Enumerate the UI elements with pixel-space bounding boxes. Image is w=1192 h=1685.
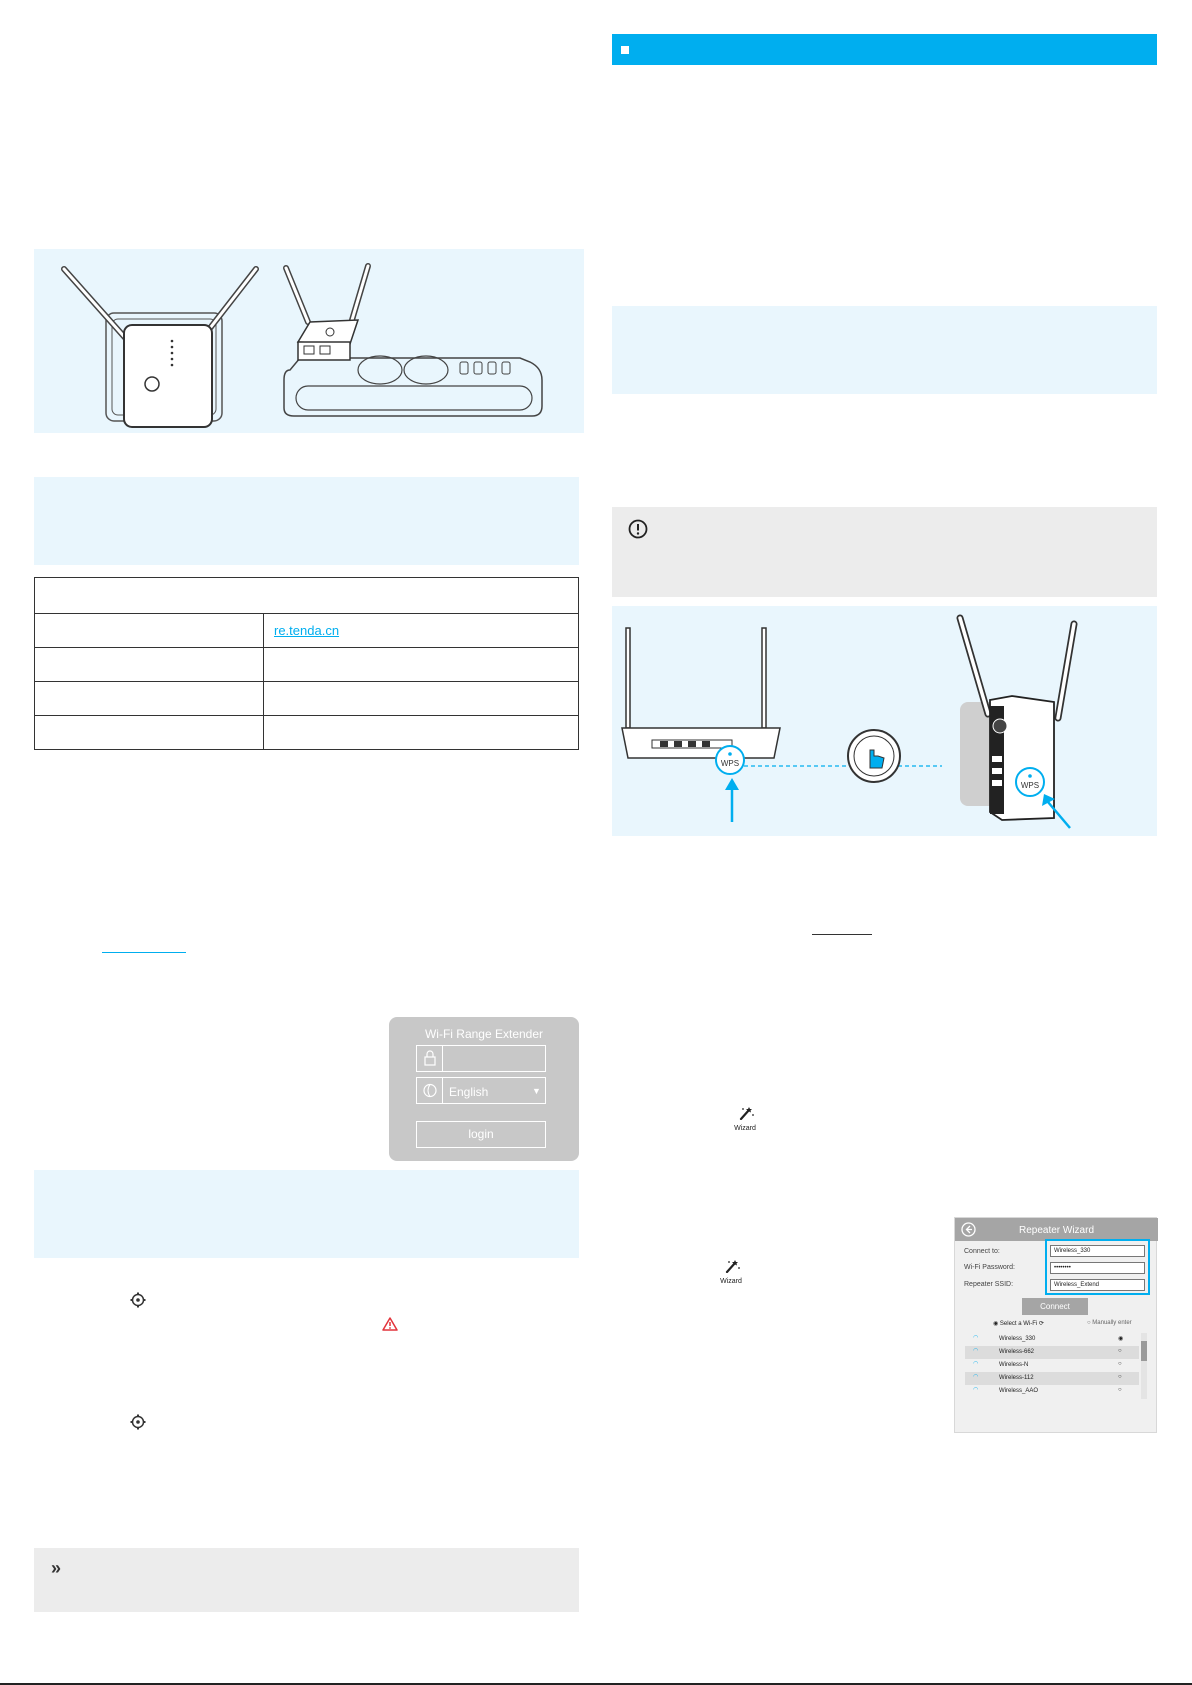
wifi-icon: ◠ xyxy=(973,1361,979,1367)
exclamation-icon xyxy=(628,519,648,544)
globe-icon xyxy=(417,1078,443,1103)
settings-gear-icon xyxy=(130,1414,146,1435)
note-box-left-2 xyxy=(34,1170,579,1258)
radio-unselected-icon: ○ xyxy=(1118,1387,1122,1393)
wizard-icon-label: Wizard xyxy=(720,1278,742,1285)
list-item[interactable]: ◠ Wireless_330 ◉ xyxy=(973,1335,1124,1342)
tip-box xyxy=(34,1548,579,1612)
body-link-underline[interactable] xyxy=(102,952,186,953)
table-row xyxy=(35,614,579,648)
note-box-right xyxy=(612,306,1157,394)
settings-gear-icon xyxy=(130,1292,146,1313)
repeater-wizard-header xyxy=(955,1218,1158,1241)
list-item[interactable]: ◠ Wireless-N ○ xyxy=(973,1361,1122,1368)
radio-unselected-icon: ○ xyxy=(1118,1374,1122,1380)
extender-powerstrip-illustration xyxy=(280,258,550,418)
lock-icon xyxy=(417,1046,443,1071)
table-row xyxy=(35,682,579,716)
wifi-icon: ◠ xyxy=(973,1335,979,1341)
warning-box-right xyxy=(612,507,1157,597)
manual-enter-radio[interactable]: ○ Manually enter xyxy=(1087,1320,1132,1326)
list-scrollbar[interactable] xyxy=(1141,1333,1147,1399)
login-card xyxy=(389,1017,579,1161)
radio-unselected-icon: ○ xyxy=(1087,1320,1091,1326)
table-row xyxy=(35,716,579,750)
list-item[interactable]: ◠ Wireless-112 ○ xyxy=(965,1372,1139,1385)
refresh-icon[interactable]: ⟳ xyxy=(1038,1321,1044,1327)
section-header-bar xyxy=(612,34,1157,65)
wifi-icon: ◠ xyxy=(973,1348,979,1354)
router-wps-label: WPS xyxy=(720,759,740,768)
wizard-icon-label: Wizard xyxy=(734,1125,756,1132)
repeater-wizard-title: Repeater Wizard xyxy=(1018,1225,1095,1236)
select-wifi-radio[interactable]: ◉ Select a Wi-Fi ⟳ xyxy=(993,1321,1044,1327)
wps-illustration-panel xyxy=(612,606,1157,836)
radio-selected-icon: ◉ xyxy=(993,1321,999,1327)
login-card-title: Wi-Fi Range Extender xyxy=(424,1027,544,1041)
double-chevron-right-icon: » xyxy=(51,1558,62,1578)
warning-triangle-icon xyxy=(382,1317,398,1336)
login-info-table xyxy=(34,577,579,750)
language-select[interactable] xyxy=(416,1077,546,1104)
wizard-icon xyxy=(731,1106,759,1132)
connect-to-label: Connect to: xyxy=(964,1248,1000,1255)
login-button[interactable]: login xyxy=(416,1121,546,1148)
scrollbar-thumb[interactable] xyxy=(1141,1341,1147,1361)
wifi-password-label: Wi-Fi Password: xyxy=(964,1264,1015,1271)
connect-to-field[interactable]: Wireless_330 xyxy=(1050,1245,1145,1257)
section-bullet-icon xyxy=(621,46,629,54)
chevron-down-icon: ▼ xyxy=(532,1086,541,1096)
repeater-ssid-label: Repeater SSID: xyxy=(964,1281,1014,1288)
language-value: English xyxy=(449,1085,489,1099)
radio-unselected-icon: ○ xyxy=(1118,1348,1122,1354)
connect-button[interactable]: Connect xyxy=(1022,1298,1088,1315)
list-item[interactable]: ◠ Wireless-662 ○ xyxy=(965,1346,1139,1359)
wifi-icon: ◠ xyxy=(973,1387,979,1393)
list-item[interactable]: ◠ Wireless_AAO ○ xyxy=(973,1387,1122,1394)
wifi-icon: ◠ xyxy=(973,1374,979,1380)
extender-wps-label: WPS xyxy=(1020,781,1040,790)
radio-selected-icon: ◉ xyxy=(1118,1336,1124,1342)
repeater-ssid-field[interactable]: Wireless_Extend xyxy=(1050,1279,1145,1291)
table-header-row xyxy=(35,578,579,614)
wizard-icon xyxy=(717,1259,745,1285)
table-row xyxy=(35,648,579,682)
repeater-wizard-panel xyxy=(954,1217,1157,1433)
note-box-left-1 xyxy=(34,477,579,565)
password-field[interactable] xyxy=(416,1045,546,1072)
body-text-underline xyxy=(812,934,872,935)
login-domain-link[interactable]: re.tenda.cn xyxy=(274,623,340,638)
wifi-password-field[interactable]: •••••••• xyxy=(1050,1262,1145,1274)
radio-unselected-icon: ○ xyxy=(1118,1361,1122,1367)
network-list xyxy=(965,1333,1148,1405)
